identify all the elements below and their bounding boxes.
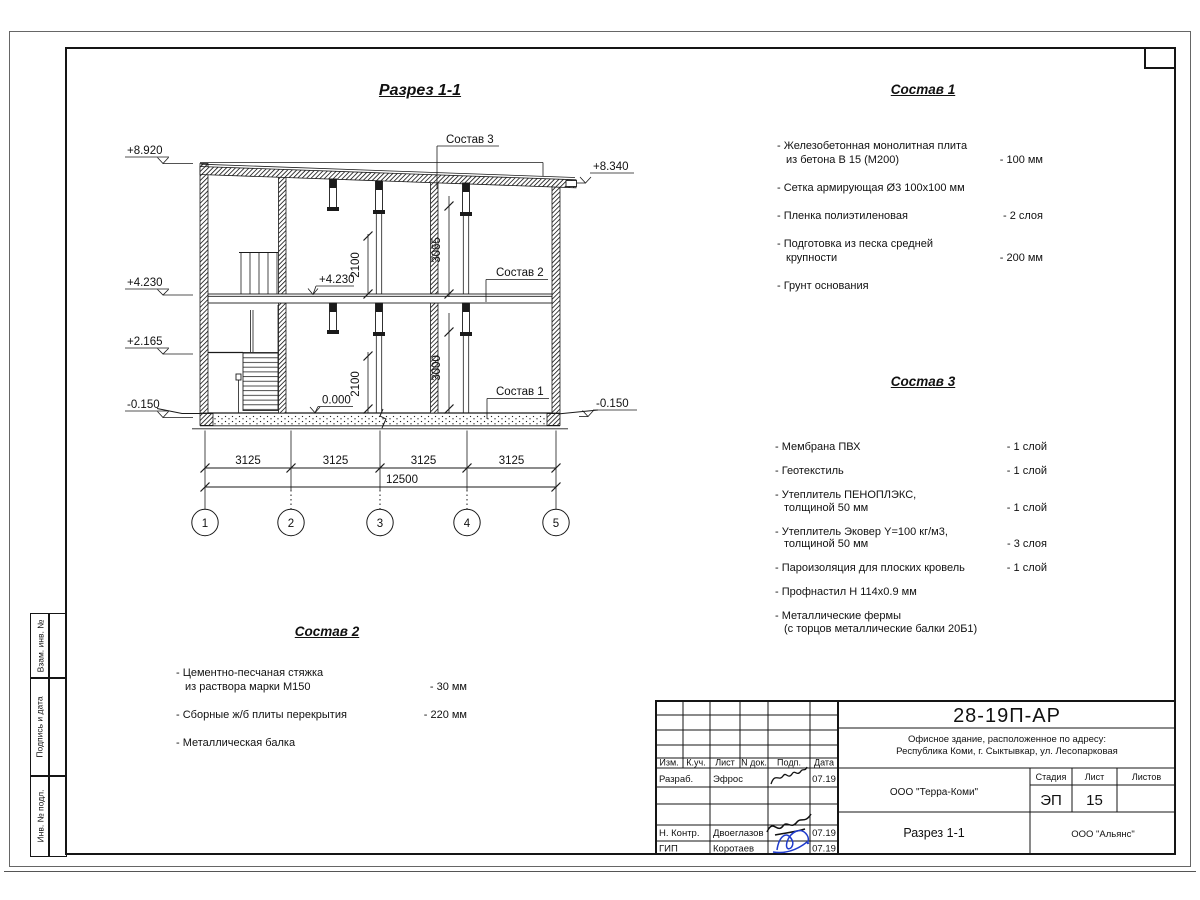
dim-floor1-height: 3000 xyxy=(431,355,443,381)
contractor-name: ООО "Альянс" xyxy=(1071,829,1135,840)
doc-number: 28-19П-АР xyxy=(953,705,1061,727)
ground-slab xyxy=(157,409,598,429)
elev-right-roof: +8.340 xyxy=(593,161,629,173)
col-podp: Подп. xyxy=(777,757,801,768)
list-item: - Утеплитель Эковер Y=100 кг/м3, толщиной 50 мм - 3 слоя xyxy=(775,525,1047,550)
row-nkontr-role: Н. Контр. xyxy=(659,828,700,839)
spec2-heading: Состав 2 xyxy=(294,624,360,639)
row-razrab-name: Эфрос xyxy=(713,774,743,785)
list-item: - Пароизоляция для плоских кровель - 1 слой xyxy=(775,562,1047,574)
stage-label: Стадия xyxy=(1035,772,1067,782)
list-item: - Грунт основания xyxy=(777,280,869,292)
stair-balustrade xyxy=(239,253,278,295)
row-gip-role: ГИП xyxy=(659,843,678,855)
list-item: - Сетка армирующая Ø3 100х100 мм xyxy=(777,182,965,194)
spec3-list xyxy=(775,441,1047,647)
roof-edge-plate xyxy=(566,181,577,187)
company-name: ООО "Терра-Коми" xyxy=(889,787,979,798)
col-list: Лист xyxy=(715,757,735,768)
list-item: - Металлическая балка xyxy=(176,737,296,749)
grid-label-5: 5 xyxy=(552,518,560,530)
project-line2: Республика Коми, г. Сыктывкар, ул. Лесопарковая xyxy=(896,746,1118,757)
grid-label-1: 1 xyxy=(201,518,209,530)
spec3-heading: Состав 3 xyxy=(890,374,956,389)
row-razrab-role: Разраб. xyxy=(659,774,694,785)
row-nkontr-name: Двоеглазов xyxy=(713,828,764,839)
row-razrab-date: 07.19 xyxy=(812,774,836,785)
list-item: - Геотекстиль - 1 слой xyxy=(775,465,1047,477)
spec1-heading: Состав 1 xyxy=(890,82,956,97)
list-item: - Утеплитель ПЕНОПЛЭКС, толщиной 50 мм - 1 слой xyxy=(775,489,1047,514)
right-elevations xyxy=(577,161,637,417)
list-item: - Подготовка из песка средней крупности - 200 мм xyxy=(777,238,1043,264)
grid-bubbles xyxy=(192,509,569,535)
list-item: - Железобетонная монолитная плита из бетона В 15 (М200) - 100 мм xyxy=(777,140,1043,166)
stair-flight xyxy=(243,353,278,411)
strip-cell-empty-2 xyxy=(48,677,67,777)
list-item: - Металлические фермы (с торцов металлические балки 20Б1) xyxy=(775,610,978,635)
row-nkontr-date: 07.19 xyxy=(812,828,836,839)
elev-right-ground: -0.150 xyxy=(596,398,629,410)
sheet-label: Лист xyxy=(1084,772,1105,782)
left-elevations xyxy=(125,145,193,418)
elev-left-roof: +8.920 xyxy=(127,145,163,157)
floor2-slab xyxy=(208,294,552,303)
col-ndok: N док. xyxy=(741,757,767,768)
sheet-number: 15 xyxy=(1086,792,1103,809)
strip-cell-empty-1 xyxy=(48,613,67,679)
callout-sostav3: Состав 3 xyxy=(446,134,494,146)
list-item: - Сборные ж/б плиты перекрытия - 220 мм xyxy=(176,709,467,721)
elev-left-ground: -0.150 xyxy=(127,399,160,411)
drawing-view-title: Разрез 1-1 xyxy=(378,82,462,99)
elev-left-floor2: +4.230 xyxy=(127,277,163,289)
roof xyxy=(200,163,577,188)
dim-bay-4: 3125 xyxy=(498,455,525,467)
dim-bay-1: 3125 xyxy=(235,455,261,467)
elev-inner-floor2: +4.230 xyxy=(319,274,355,286)
signature-razrab xyxy=(771,767,807,784)
elev-inner-floor1: 0.000 xyxy=(322,394,351,407)
grid-label-4: 4 xyxy=(463,518,471,530)
grid-label-3: 3 xyxy=(376,518,384,530)
callout-sostav2: Состав 2 xyxy=(496,267,544,279)
view-title: Разрез 1-1 xyxy=(903,826,965,840)
list-item: - Пленка полиэтиленовая - 2 слоя xyxy=(777,210,1043,222)
staircase xyxy=(208,253,278,414)
stage-value: ЭП xyxy=(1040,792,1062,809)
sheets-label: Листов xyxy=(1131,772,1162,782)
strip-cell-vzam: Взам. инв. № xyxy=(30,613,50,679)
strip-cell-podpis: Подпись и дата xyxy=(30,677,50,777)
col-kuch: К.уч. xyxy=(686,757,706,768)
wall-grid5 xyxy=(552,181,560,413)
strip-cell-empty-3 xyxy=(48,775,67,857)
dim-bay-2: 3125 xyxy=(322,455,349,467)
callout-sostav1: Состав 1 xyxy=(496,386,544,398)
row-gip-name: Коротаев xyxy=(713,843,755,855)
strip-cell-inv: Инв. № подл. xyxy=(30,775,50,857)
project-line1: Офисное здание, расположенное по адресу: xyxy=(907,734,1107,745)
dim-floor1-door: 2100 xyxy=(350,371,362,397)
col-izm: Изм. xyxy=(659,757,679,768)
wall-int-a-1f xyxy=(279,303,287,413)
dim-total: 12500 xyxy=(386,474,418,486)
elev-left-landing: +2.165 xyxy=(127,336,163,348)
stair-door-head xyxy=(236,374,241,380)
dim-bay-3: 3125 xyxy=(410,455,437,467)
dim-floor2-door: 2100 xyxy=(350,252,362,278)
wall-int-a-2f xyxy=(279,177,287,294)
grid-label-2: 2 xyxy=(287,518,295,530)
row-gip-date: 07.19 xyxy=(812,843,836,855)
spec2-list xyxy=(176,666,467,764)
col-data: Дата xyxy=(814,757,834,768)
spec1-list xyxy=(777,139,1043,307)
dim-floor2-height: 3065 xyxy=(431,237,443,263)
wall-grid1 xyxy=(200,164,208,414)
list-item: - Профнастил Н 114х0.9 мм xyxy=(775,586,917,598)
bottom-dimensions xyxy=(192,431,569,536)
list-item: - Цементно-песчаная стяжка из раствора марки М150 - 30 мм xyxy=(176,667,467,693)
list-item: - Мембрана ПВХ - 1 слой xyxy=(775,441,1047,453)
title-block xyxy=(655,700,1176,855)
